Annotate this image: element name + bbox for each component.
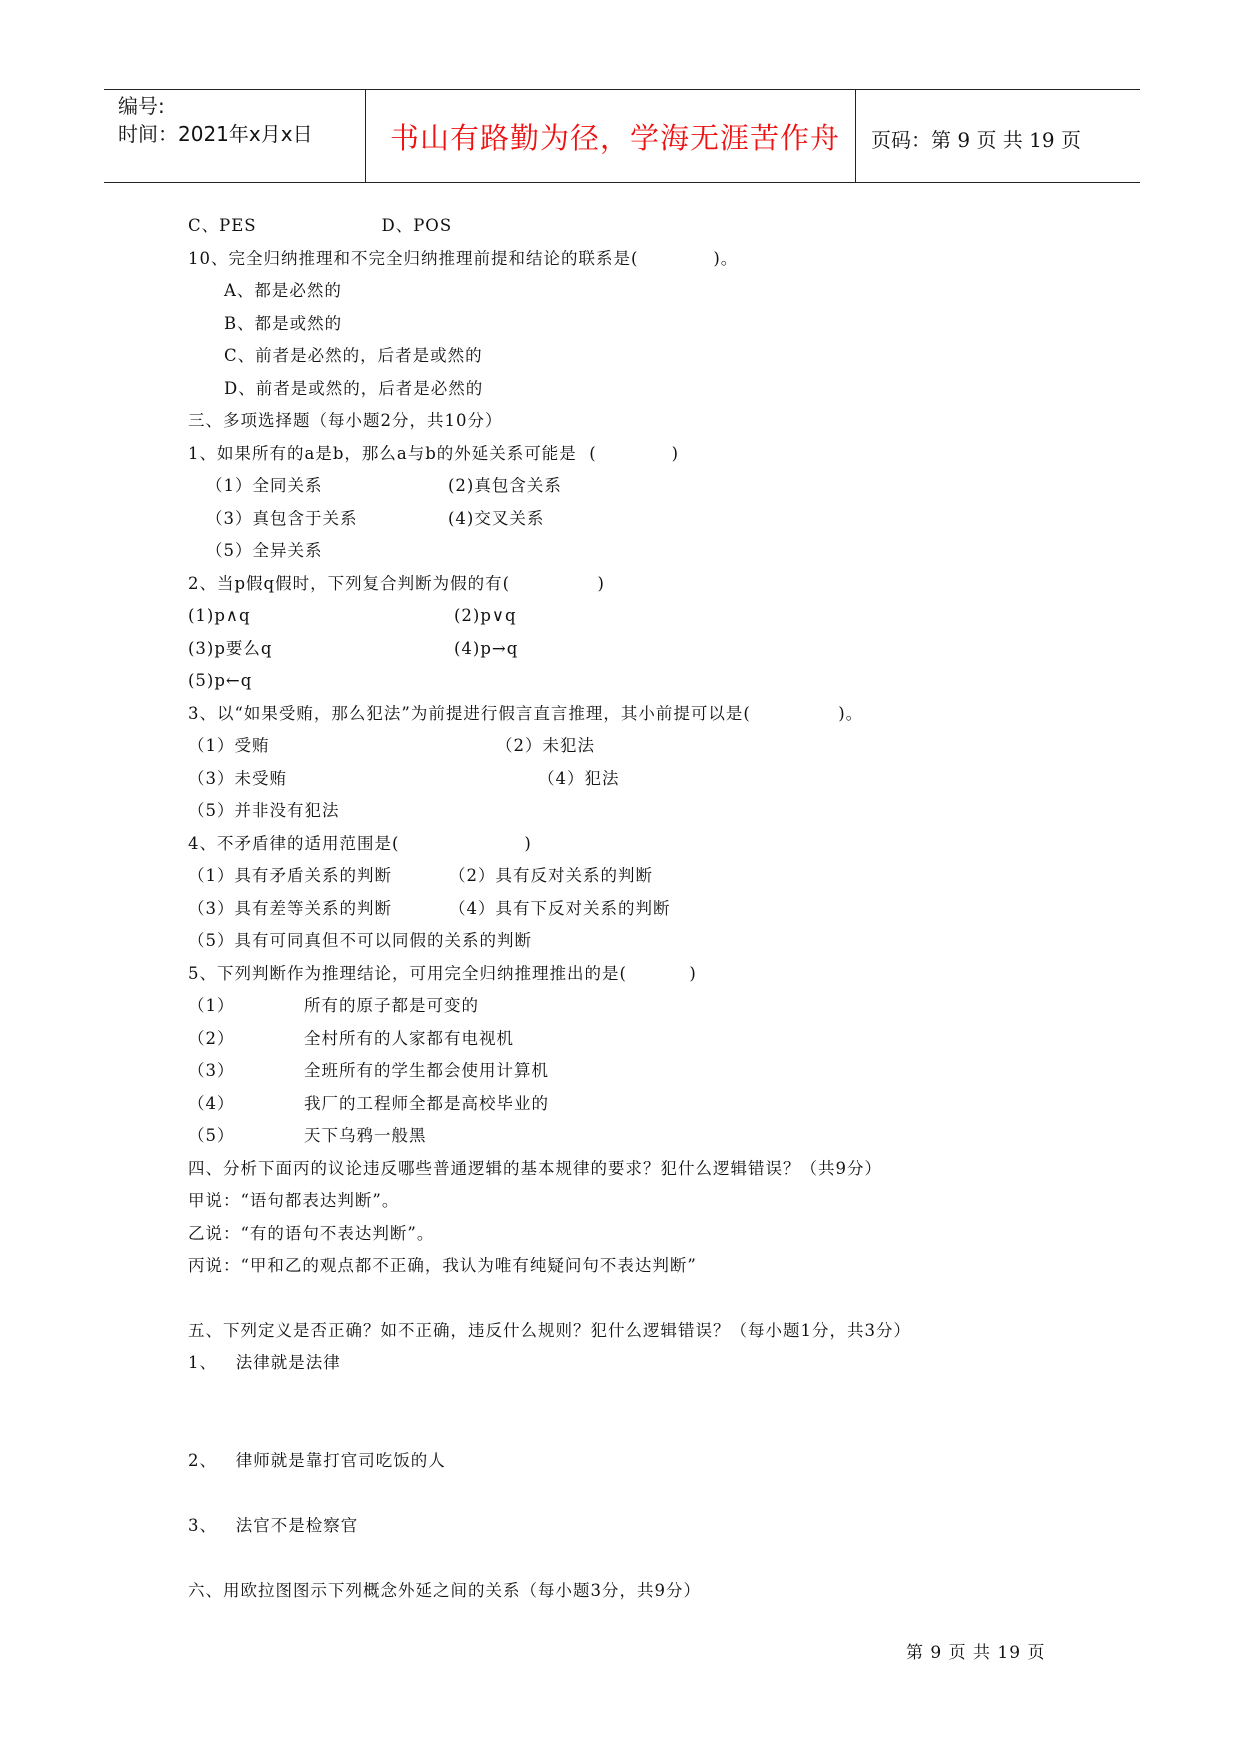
option-line: (2)真包含关系 [448,476,562,495]
option-line: （1）全同关系 [206,476,323,495]
option-number: （2） [188,1029,235,1048]
option-line: （3）真包含于关系 [206,509,358,528]
option-line: 我厂的工程师全都是高校毕业的 [304,1094,549,1113]
option-line: （5）并非没有犯法 [188,801,340,820]
page-footer: 第 9 页 共 19 页 [906,1643,1046,1663]
option-line: B、都是或然的 [224,314,343,333]
statement-line: 甲说：“语句都表达判断”。 [188,1191,400,1210]
motto: 书山有路勤为径，学海无涯苦作舟 [389,121,840,155]
statement-line: 丙说：“甲和乙的观点都不正确，我认为唯有纯疑问句不表达判断” [188,1256,697,1275]
option-number: （1） [188,996,235,1015]
option-line: A、都是必然的 [224,281,342,300]
question-item: 1、如果所有的a是b，那么a与b的外延关系可能是 ( ) [188,444,680,463]
option-line: 全班所有的学生都会使用计算机 [304,1061,549,1080]
option-line: 所有的原子都是可变的 [304,996,479,1015]
option-line: (5)p←q [188,671,253,690]
section-heading: 四、分析下面丙的议论违反哪些普通逻辑的基本规律的要求？犯什么逻辑错误？（共9分） [188,1159,882,1178]
option-line: 天下乌鸦一般黑 [304,1126,427,1145]
section-heading: 五、下列定义是否正确？如不正确，违反什么规则？犯什么逻辑错误？（每小题1分，共3分） [188,1321,911,1340]
question-item: 3、以“如果受贿，那么犯法”为前提进行假言直言推理，其小前提可以是( )。 [188,704,864,723]
option-number: （3） [188,1061,235,1080]
option-line: （1）具有矛盾关系的判断 [188,866,392,885]
header-top-rule [104,89,1140,90]
option-number: （4） [188,1094,235,1113]
header-meta [118,92,313,148]
option-line: （5）全异关系 [206,541,323,560]
option-line: C、PES D、POS [188,216,453,235]
section-heading: 六、用欧拉图图示下列概念外延之间的关系（每小题3分，共9分） [188,1581,701,1600]
question-item: 2、 律师就是靠打官司吃饭的人 [188,1451,446,1470]
option-line: (2)p∨q [454,606,517,625]
section-heading: 三、多项选择题（每小题2分，共10分） [188,411,503,430]
option-line: （2）具有反对关系的判断 [449,866,653,885]
option-line: （1）受贿 [188,736,270,755]
option-line: 全村所有的人家都有电视机 [304,1029,514,1048]
time-label: 时间：2021年x月x日 [118,122,313,146]
option-line: D、前者是或然的，后者是必然的 [224,379,484,398]
option-line: (4)p→q [454,639,519,658]
question-item: 1、 法律就是法律 [188,1353,341,1372]
option-line: C、前者是必然的，后者是或然的 [224,346,483,365]
serial-label: 编号: [118,94,165,118]
option-number: （5） [188,1126,235,1145]
option-line: （3）未受贿 [188,769,287,788]
header-bottom-rule [104,182,1140,183]
question-item: 3、 法官不是检察官 [188,1516,359,1535]
option-line: （3）具有差等关系的判断 [188,899,392,918]
page-number-label: 页码：第 9 页 共 19 页 [871,128,1081,152]
option-line: （4）犯法 [538,769,620,788]
option-line: (3)p要么q [188,639,273,658]
question-item: 2、当p假q假时，下列复合判断为假的有( ) [188,574,605,593]
header-divider-left [365,89,366,183]
question-item: 4、不矛盾律的适用范围是( ) [188,834,532,853]
option-line: （4）具有下反对关系的判断 [449,899,671,918]
question-item: 5、下列判断作为推理结论，可用完全归纳推理推出的是( ) [188,964,697,983]
option-line: （5）具有可同真但不可以同假的关系的判断 [188,931,532,950]
option-line: (1)p∧q [188,606,251,625]
question-10: 10、完全归纳推理和不完全归纳推理前提和结论的联系是( )。 [188,249,739,268]
option-line: （2）未犯法 [496,736,595,755]
statement-line: 乙说：“有的语句不表达判断”。 [188,1224,435,1243]
option-line: (4)交叉关系 [448,509,545,528]
